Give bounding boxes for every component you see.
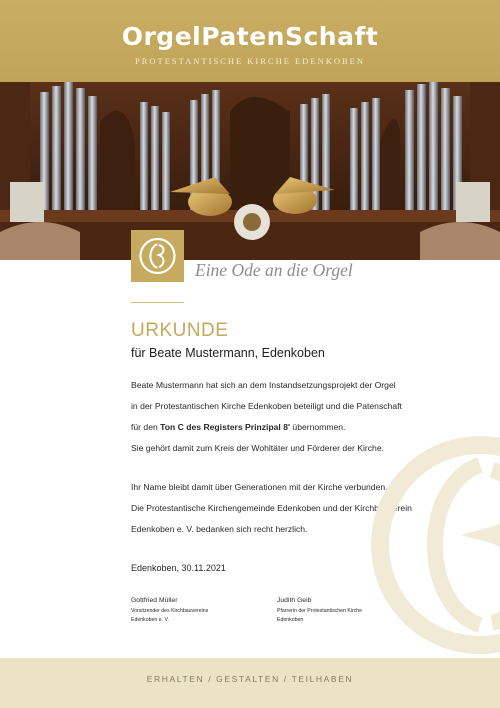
recipient-line: für Beate Mustermann, Edenkoben	[131, 346, 325, 360]
place-date: Edenkoben, 30.11.2021	[131, 563, 226, 573]
signer-role-line: Pfarrerin der Protestantischen Kirche	[277, 608, 363, 614]
body-text-line: Edenkoben e. V. bedanken sich recht herzlich.	[131, 524, 308, 534]
body-text-line: Die Protestantische Kirchengemeinde Edenkoben und der Kirchbauverein	[131, 503, 412, 513]
body-text-post: übernommen.	[290, 422, 346, 432]
signer-role	[131, 607, 208, 625]
organ-photo	[0, 82, 500, 260]
body-text-line: in der Protestantischen Kirche Edenkoben beteiligt und die Patenschaft	[131, 401, 402, 411]
logo-emblem	[131, 230, 184, 282]
signer-name: Judith Geib	[277, 597, 312, 604]
brand-subtitle: PROTESTANTISCHE KIRCHE EDENKOBEN	[134, 56, 365, 66]
body-text-pre: für den	[131, 422, 161, 432]
brand-title: OrgelPatenSchaft	[121, 22, 379, 51]
body-text-line	[131, 422, 345, 432]
tagline: Eine Ode an die Orgel	[195, 260, 353, 280]
sponsored-tone: Ton C des Registers Prinzipal 8'	[160, 422, 291, 432]
watermark-logo-icon	[360, 425, 500, 670]
signer-role-line: Vorsitzender des Kirchbauvereins	[131, 608, 209, 614]
organ-logo-icon	[131, 230, 184, 282]
signer-role	[277, 607, 362, 625]
signature-block	[277, 597, 362, 625]
signer-role-line: Edenkoben e. V.	[131, 617, 169, 623]
footer-motto: ERHALTEN / GESTALTEN / TEILHABEN	[146, 674, 354, 684]
body-text-line: Beate Mustermann hat sich an dem Instandsetzungsprojekt der Orgel	[131, 380, 396, 390]
certificate-title: URKUNDE	[131, 320, 229, 341]
signer-role-line: Edenkoben	[277, 617, 304, 623]
signer-name: Gottfried Müller	[131, 597, 178, 604]
divider	[131, 302, 184, 303]
body-text-line: Ihr Name bleibt damit über Generationen mit der Kirche verbunden.	[131, 482, 388, 492]
body-text-line: Sie gehört damit zum Kreis der Wohltäter und Förderer der Kirche.	[131, 443, 384, 453]
signature-block	[131, 597, 208, 625]
